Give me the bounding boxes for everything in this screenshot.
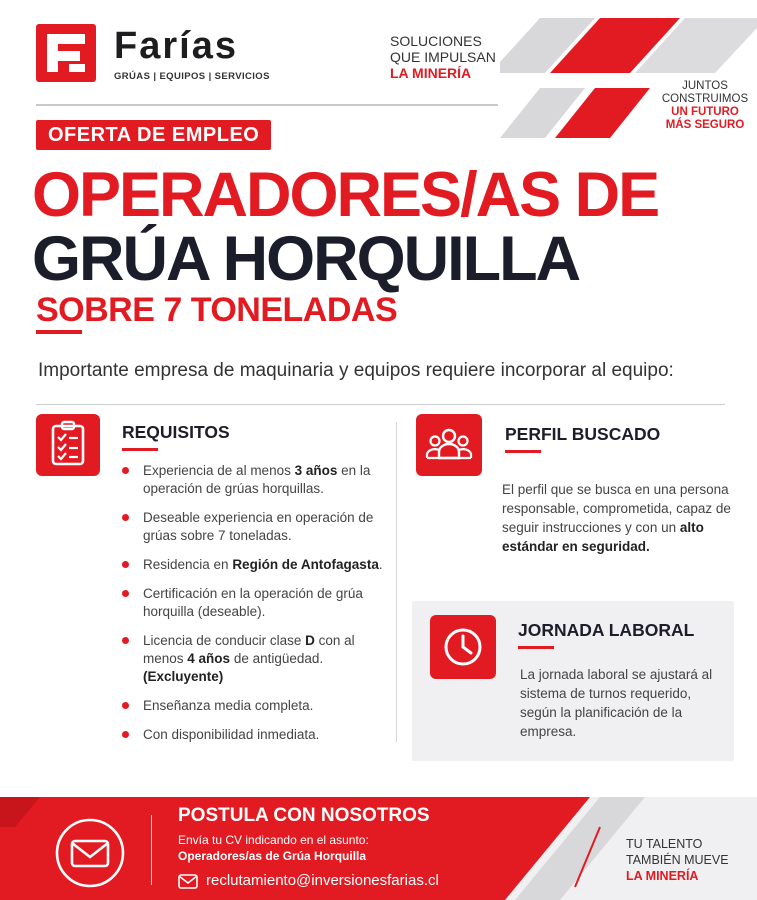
- perfil-text: [502, 480, 742, 556]
- jornada-text: La jornada laboral se ajustará al sistema de turnos requerido, según la planificación de la empresa.: [520, 667, 713, 739]
- farias-logo-icon: [36, 24, 96, 82]
- footer-divider: [151, 815, 152, 885]
- list-item: [122, 697, 392, 715]
- footer-subject: Operadores/as de Grúa Horquilla: [178, 849, 367, 863]
- juntos-line: JUNTOS: [682, 80, 728, 92]
- list-item: [122, 726, 392, 744]
- list-item: [122, 509, 392, 545]
- section-underline: [122, 448, 158, 451]
- item-text: .: [378, 557, 383, 572]
- slogan-highlight: LA MINERÍA: [390, 65, 472, 81]
- item-text: en la operación de grúas horquillas.: [143, 463, 371, 496]
- slogan-line: SOLUCIONES: [390, 33, 482, 49]
- juntos-highlight: UN FUTURO: [671, 106, 739, 118]
- perfil-body: El perfil que se busca en una persona responsable, comprometida, capaz de seguir instrucciones y con un: [502, 482, 731, 535]
- footer-instruction-line: Envía tu CV indicando en el asunto:: [178, 833, 369, 847]
- jornada-title: JORNADA LABORAL: [518, 620, 695, 640]
- requisitos-list: [122, 462, 392, 755]
- footer-slogan-highlight: LA MINERÍA: [626, 869, 699, 883]
- title-line-1: OPERADORES/AS DE: [32, 160, 659, 230]
- requisitos-title: REQUISITOS: [122, 422, 230, 442]
- item-text: Residencia en: [143, 557, 233, 572]
- list-item: [122, 585, 392, 621]
- item-bold: 3 años: [294, 463, 338, 478]
- juntos-line: CONSTRUIMOS: [661, 93, 749, 105]
- list-item: [122, 632, 392, 686]
- item-bold: 4 años: [187, 651, 231, 666]
- clock-icon: [430, 615, 496, 679]
- item-text: Licencia de conducir clase: [143, 633, 306, 648]
- item-text: de antigüedad.: [230, 651, 324, 666]
- footer-slogan-line: TU TALENTO: [626, 837, 703, 851]
- envelope-icon: [178, 874, 198, 889]
- job-offer-badge: OFERTA DE EMPLEO: [36, 120, 271, 150]
- title-line-2: GRÚA HORQUILLA: [32, 224, 580, 294]
- item-bold: D: [305, 633, 315, 648]
- footer-instructions: [178, 832, 369, 864]
- item-text: Certificación en la operación de grúa horquilla (deseable).: [143, 586, 363, 619]
- section-underline: [505, 450, 541, 453]
- brand-tagline: GRÚAS | EQUIPOS | SERVICIOS: [114, 71, 270, 82]
- intro-text: Importante empresa de maquinaria y equipos requiere incorporar al equipo:: [38, 360, 674, 381]
- item-bold: Región de Antofagasta: [232, 557, 379, 572]
- clipboard-check-icon: [36, 414, 100, 476]
- item-text: Deseable experiencia en operación de grúas sobre 7 toneladas.: [143, 510, 374, 543]
- envelope-icon: [48, 817, 132, 889]
- item-text: Experiencia de al menos: [143, 463, 295, 478]
- section-underline: [518, 646, 554, 649]
- item-bold: (Excluyente): [143, 669, 224, 684]
- brand-name: Farías: [114, 25, 238, 67]
- item-text: Con disponibilidad inmediata.: [143, 727, 320, 742]
- perfil-bold: alto estándar en seguridad.: [502, 520, 704, 554]
- footer-slogan-line: TAMBIÉN MUEVE: [626, 853, 729, 867]
- title-line-3: SOBRE 7 TONELADAS: [36, 291, 398, 329]
- slogan: [390, 33, 496, 81]
- farias-logo: [36, 24, 96, 82]
- juntos-highlight: MÁS SEGURO: [665, 119, 745, 131]
- people-icon: [416, 414, 482, 476]
- contact-email[interactable]: reclutamiento@inversionesfarias.cl: [206, 872, 439, 889]
- divider: [36, 404, 725, 405]
- footer-title: POSTULA CON NOSOTROS: [178, 805, 430, 826]
- title-underline: [36, 330, 82, 334]
- juntos-slogan: [655, 80, 755, 132]
- list-item: [122, 462, 392, 498]
- item-text: con al menos: [143, 633, 355, 666]
- slogan-line: QUE IMPULSAN: [390, 49, 496, 65]
- perfil-title: PERFIL BUSCADO: [505, 424, 661, 444]
- footer-slogan: [626, 836, 729, 884]
- item-text: Enseñanza media completa.: [143, 698, 314, 713]
- divider: [36, 104, 498, 106]
- list-item: [122, 556, 392, 574]
- column-divider: [396, 422, 397, 742]
